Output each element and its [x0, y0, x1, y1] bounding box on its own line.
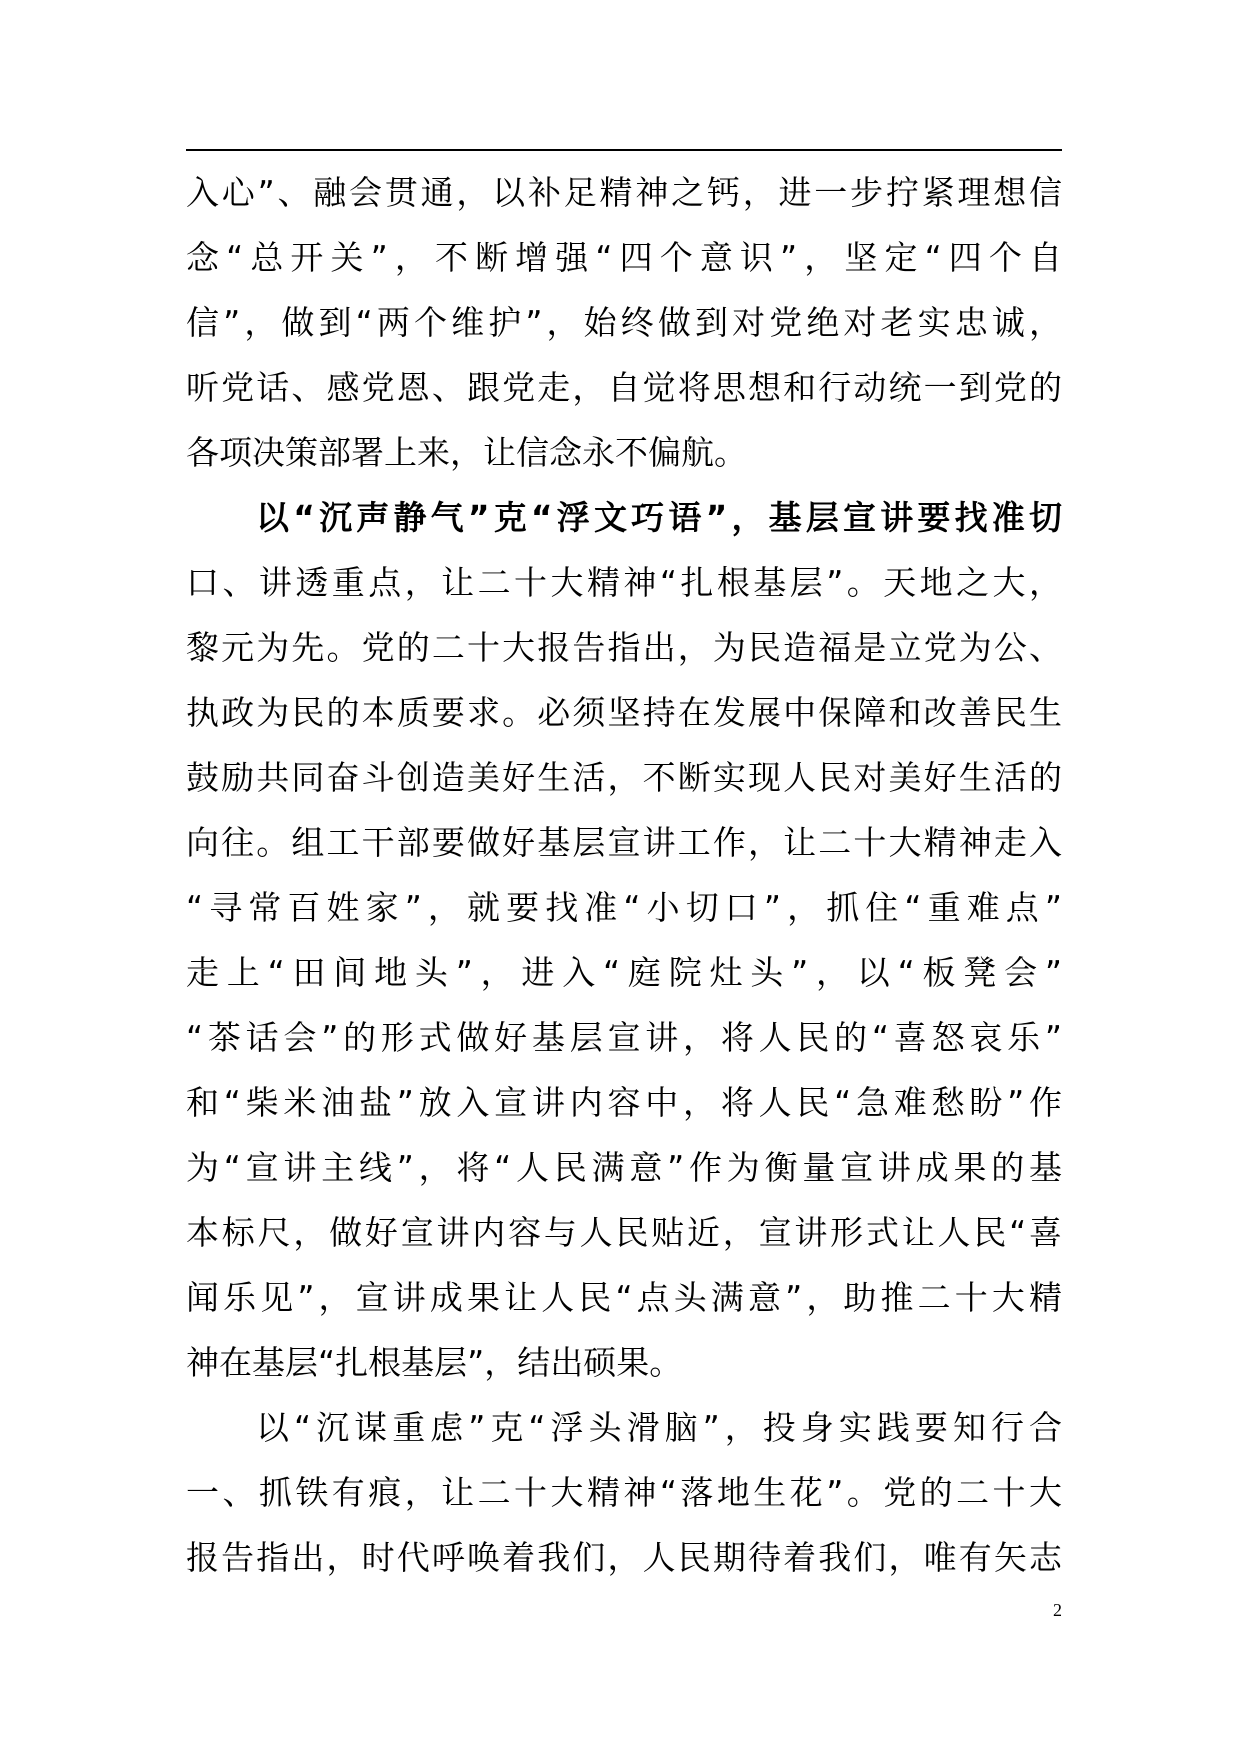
- text-line: “寻常百姓家”，就要找准“小切口”，抓住“重难点”: [186, 888, 1062, 927]
- text-line: 报告指出，时代呼唤着我们，人民期待着我们，唯有矢志: [186, 1538, 1062, 1577]
- text-line: 听党话、感党恩、跟党走，自觉将思想和行动统一到党的: [186, 368, 1062, 407]
- text-line: 口、讲透重点，让二十大精神“扎根基层”。天地之大，: [186, 563, 1062, 602]
- text-line: 一、抓铁有痕，让二十大精神“落地生花”。党的二十大: [186, 1473, 1062, 1512]
- text-line: 各项决策部署上来，让信念永不偏航。: [186, 433, 747, 472]
- text-line: 入心”、融会贯通，以补足精神之钙，进一步拧紧理想信: [186, 173, 1062, 212]
- text-line: 神在基层“扎根基层”，结出硕果。: [186, 1343, 683, 1382]
- text-line: 走上“田间地头”，进入“庭院灶头”，以“板凳会”: [186, 953, 1062, 992]
- text-line: 向往。组工干部要做好基层宣讲工作，让二十大精神走入: [186, 823, 1062, 862]
- text-line: 信”，做到“两个维护”，始终做到对党绝对老实忠诚，: [186, 303, 1062, 342]
- paragraph-lead-line: 以“沉谋重虑”克“浮头滑脑”，投身实践要知行合: [256, 1408, 1062, 1447]
- text-line: 和“柴米油盐”放入宣讲内容中，将人民“急难愁盼”作: [186, 1083, 1062, 1122]
- header-rule: [186, 149, 1062, 151]
- text-line: 黎元为先。党的二十大报告指出，为民造福是立党为公、: [186, 628, 1062, 667]
- document-body: [186, 160, 1062, 1590]
- text-line: 本标尺，做好宣讲内容与人民贴近，宣讲形式让人民“喜: [186, 1213, 1062, 1252]
- text-line: 闻乐见”，宣讲成果让人民“点头满意”，助推二十大精: [186, 1278, 1062, 1317]
- page-number: 2: [1053, 1600, 1062, 1620]
- text-line: 执政为民的本质要求。必须坚持在发展中保障和改善民生: [186, 693, 1062, 732]
- text-line: 鼓励共同奋斗创造美好生活，不断实现人民对美好生活的: [186, 758, 1062, 797]
- text-line: 念“总开关”，不断增强“四个意识”，坚定“四个自: [186, 238, 1062, 277]
- text-line: “茶话会”的形式做好基层宣讲，将人民的“喜怒哀乐”: [186, 1018, 1062, 1057]
- text-line: 为“宣讲主线”，将“人民满意”作为衡量宣讲成果的基: [186, 1148, 1062, 1187]
- paragraph-lead-line: 以“沉声静气”克“浮文巧语”，基层宣讲要找准切: [256, 498, 1062, 537]
